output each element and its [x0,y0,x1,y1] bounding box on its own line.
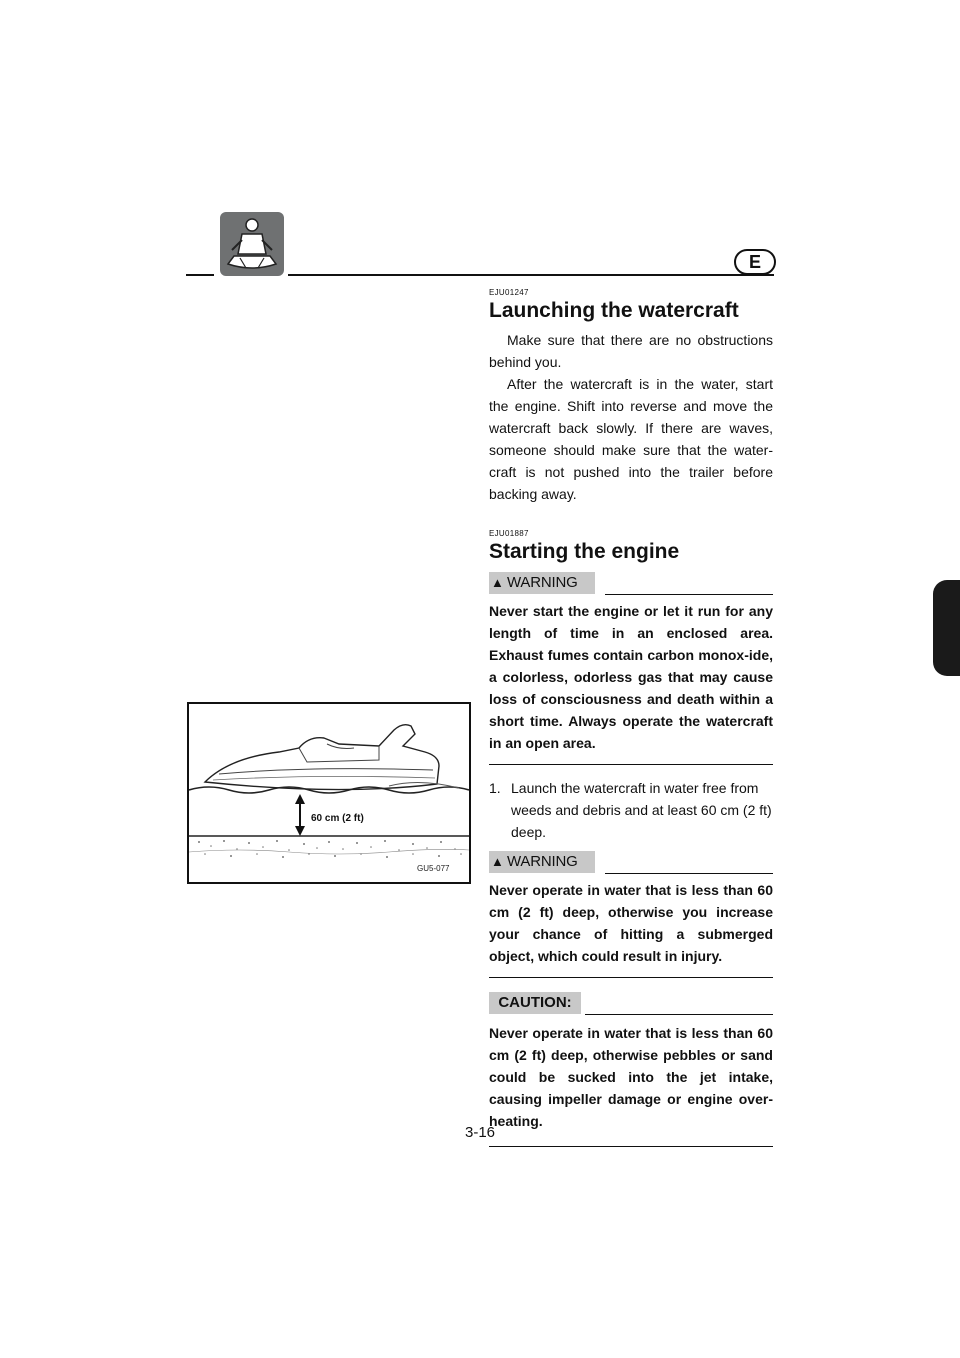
warning-end-rule [489,764,773,765]
steps-list [489,777,773,843]
warning-end-rule [489,977,773,978]
warning-label-text: WARNING [507,853,578,870]
figure-code: GU5-077 [417,864,450,873]
warning-text: Never operate in water that is less than 60 cm (2 ft) deep, otherwise you increase your chance of hitting a submerged object, which could result in injury. [489,882,773,964]
warning-heading [489,851,773,875]
watercraft-depth-figure [187,702,471,884]
header-rule-left [186,274,214,276]
language-badge: E [734,249,776,275]
step-text: Launch the watercraft in water free from weeds and debris and at least 60 cm (2 ft) deep. [511,780,772,840]
section-code: EJU01247 [489,288,529,297]
caution-text: Never operate in water that is less than 60 cm (2 ft) deep, otherwise pebbles or sand could be sucked into the jet intake, causing impeller damage or engine over-heating. [489,1025,773,1129]
warning-label [489,851,595,873]
main-content [489,288,773,1147]
depth-label: 60 cm (2 ft) [311,813,364,824]
list-item [489,777,773,843]
section-title: Launching the watercraft [489,299,739,322]
paragraph: After the watercraft is in the water, start the engine. Shift into reverse and move the watercraft back slowly. If there are waves, someone should make sure that the water-craft is not pushed into the trailer before backing away. [489,376,773,502]
warning-heading [489,572,773,596]
warning-label-text: WARNING [507,574,578,591]
section-title: Starting the engine [489,540,680,563]
section-code: EJU01887 [489,529,529,538]
caution-label: CAUTION: [489,992,581,1014]
caution-heading [489,992,773,1016]
chapter-tab [933,580,960,676]
caution-end-rule [489,1146,773,1147]
page-number: 3-16 [464,1124,496,1141]
header-rule-right [288,274,774,276]
paragraph: Make sure that there are no obstructions behind you. [489,332,773,370]
step-number: 1. [489,780,501,796]
warning-text: Never start the engine or let it run for any length of time in an enclosed area. Exhaust fumes contain carbon monox-ide, a colorless, odorless gas that may cause loss of consciousness and death within a short time. Always operate the watercraft in an open area. [489,603,773,751]
warning-label [489,572,595,594]
warning-triangle-icon: ▲ [491,854,504,869]
rider-on-watercraft-icon [220,212,284,276]
warning-triangle-icon: ▲ [491,575,504,590]
